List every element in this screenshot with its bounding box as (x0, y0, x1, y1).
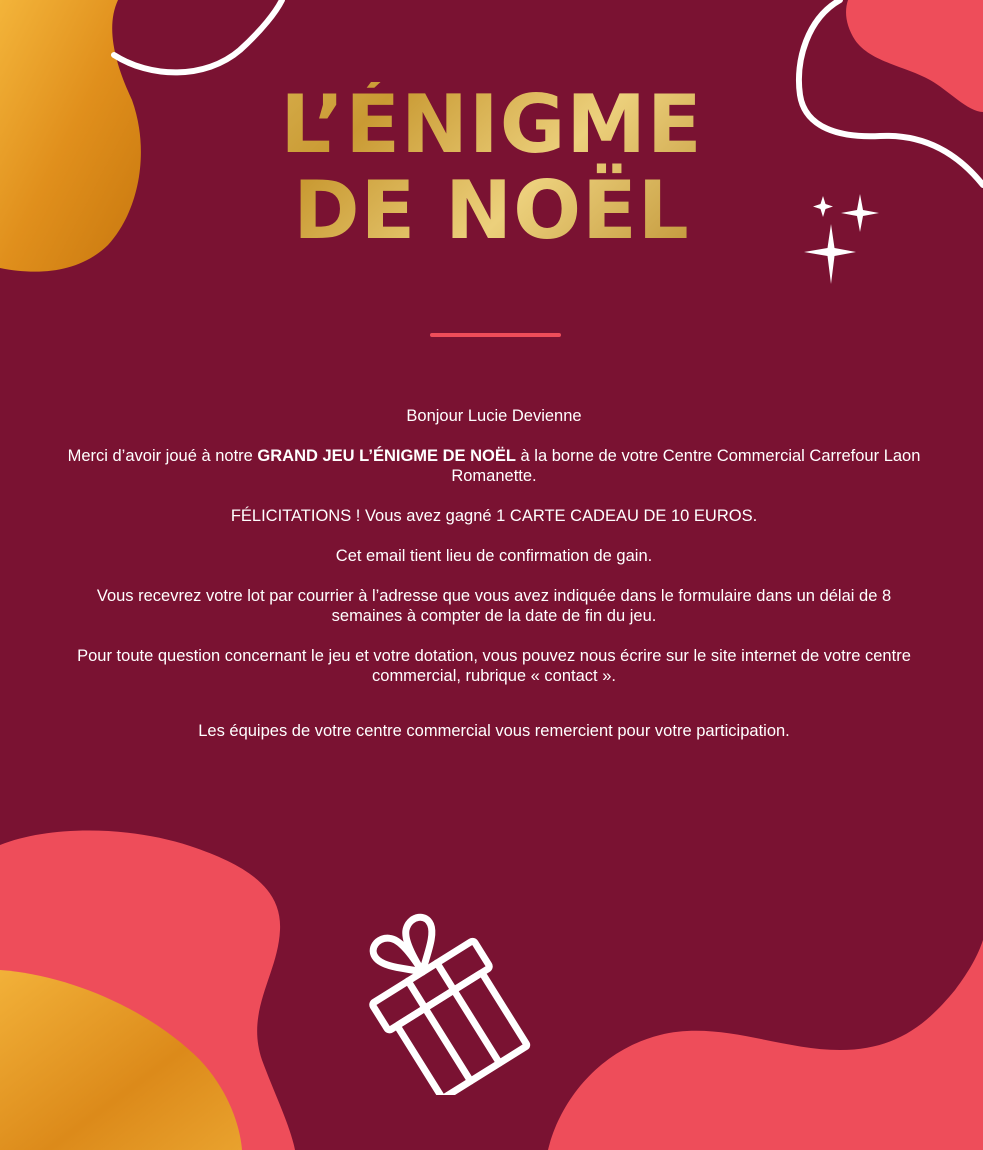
sparkles-icon (798, 188, 888, 288)
message-content (60, 406, 928, 761)
gift-icon (340, 905, 540, 1095)
delivery-text: Vous recevrez votre lot par courrier à l’adresse que vous avez indiquée dans le formulaire dans un délai de 8 semaines à compter de la date de fin du jeu. (96, 587, 892, 625)
title-divider (430, 333, 561, 337)
coral-blob-bottom-right (548, 940, 983, 1150)
game-name: GRAND JEU L’ÉNIGME DE NOËL (257, 447, 516, 465)
questions-text: Pour toute question concernant le jeu et votre dotation, vous pouvez nous écrire sur le site internet de votre centre commercial, rubrique « contact ». (77, 647, 911, 685)
white-arc-top-left (114, 0, 282, 72)
title-line-2: DE NOËL (293, 164, 690, 257)
confirmation-text: Cet email tient lieu de confirmation de gain. (335, 547, 653, 565)
congrats-text: FÉLICITATIONS ! Vous avez gagné 1 CARTE CADEAU DE 10 EUROS. (230, 507, 758, 525)
thanks-prefix: Merci d’avoir joué à notre (67, 447, 258, 465)
title-line-1: L’ÉNIGME (280, 78, 703, 171)
thanks-text (60, 446, 928, 486)
greeting-text: Bonjour Lucie Devienne (406, 407, 582, 425)
thanks-suffix: à la borne de votre Centre Commercial Carrefour Laon Romanette. (451, 447, 921, 485)
closing-text: Les équipes de votre centre commercial vous remercient pour votre participation. (198, 722, 790, 740)
